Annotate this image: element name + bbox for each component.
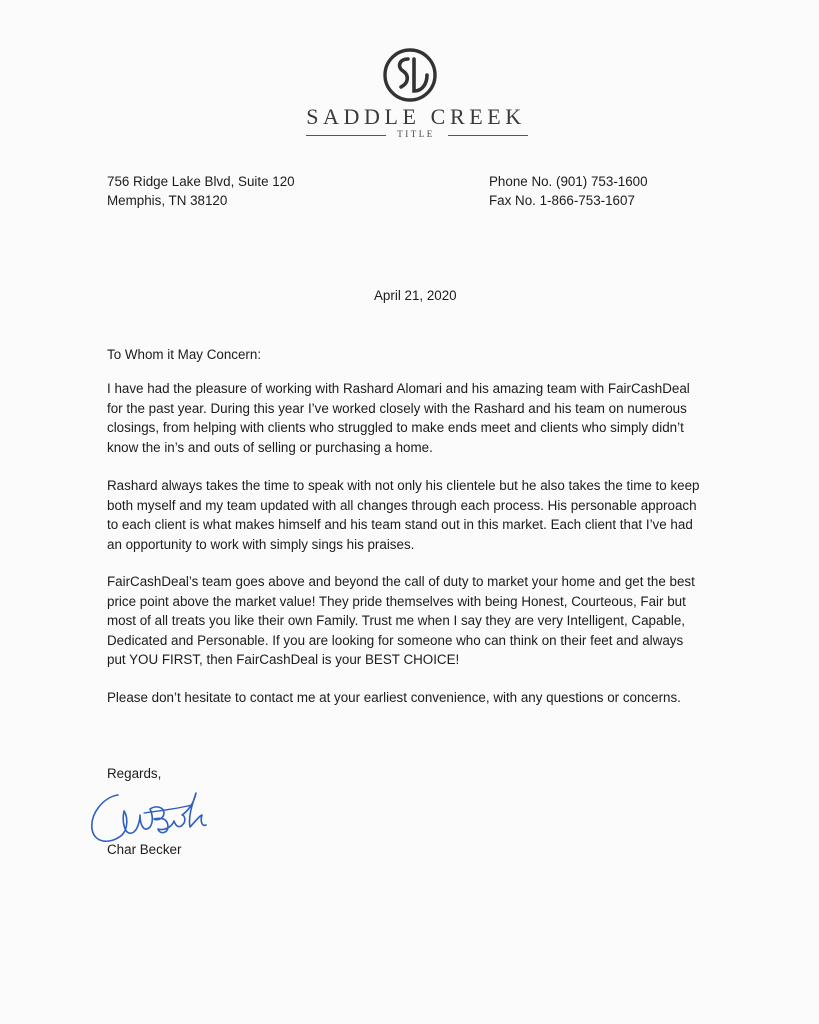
address-line-1: 756 Ridge Lake Blvd, Suite 120 [107, 174, 295, 189]
salutation: To Whom it May Concern: [107, 347, 262, 362]
tagline-rule-left [306, 135, 386, 136]
company-address [107, 172, 295, 210]
body-paragraph-3: FairCashDeal’s team goes above and beyond the call of duty to market your home and get the best price point above the market value! They pride themselves with being Honest, Courteous, Fair but most of all treats you like their own Family. Trust me when I say they are very Intelligent, Capable, Dedicated and Personable. If you are looking for someone who can think on their feet and always put YOU FIRST, then FairCashDeal is your BEST CHOICE! [107, 574, 695, 668]
address-line-2: Memphis, TN 38120 [107, 193, 228, 208]
tagline-rule-right [448, 135, 528, 136]
closing: Regards, [107, 766, 162, 781]
letter-date: April 21, 2020 [374, 288, 457, 303]
company-name: SADDLE CREEK [306, 104, 526, 129]
phone-number: Phone No. (901) 753-1600 [489, 174, 648, 189]
company-contact [489, 172, 648, 210]
company-tagline-row [300, 129, 532, 141]
body-paragraph-4: Please don’t hesitate to contact me at your earliest convenience, with any questions or concerns. [107, 690, 681, 705]
saddle-creek-logo-icon [381, 47, 439, 103]
company-tagline: TITLE [397, 129, 435, 139]
body-paragraph-1: I have had the pleasure of working with Rashard Alomari and his amazing team with FairCashDeal for the past year. During this year I’ve worked closely with the Rashard and his team on numerous closings, from helping with clients who struggled to make ends meet and clients who simply didn’t know the in’s and outs of selling or purchasing a home. [107, 381, 690, 455]
fax-number: Fax No. 1-866-753-1607 [489, 193, 635, 208]
signer-name: Char Becker [107, 842, 182, 857]
body-paragraph-2: Rashard always takes the time to speak with not only his clientele but he also takes the time to keep both myself and my team updated with all changes through each process. His personable approach to each client is what makes himself and his team stand out in this market. Each client that I’ve had an opportunity to work with simply sings his praises. [107, 478, 700, 552]
